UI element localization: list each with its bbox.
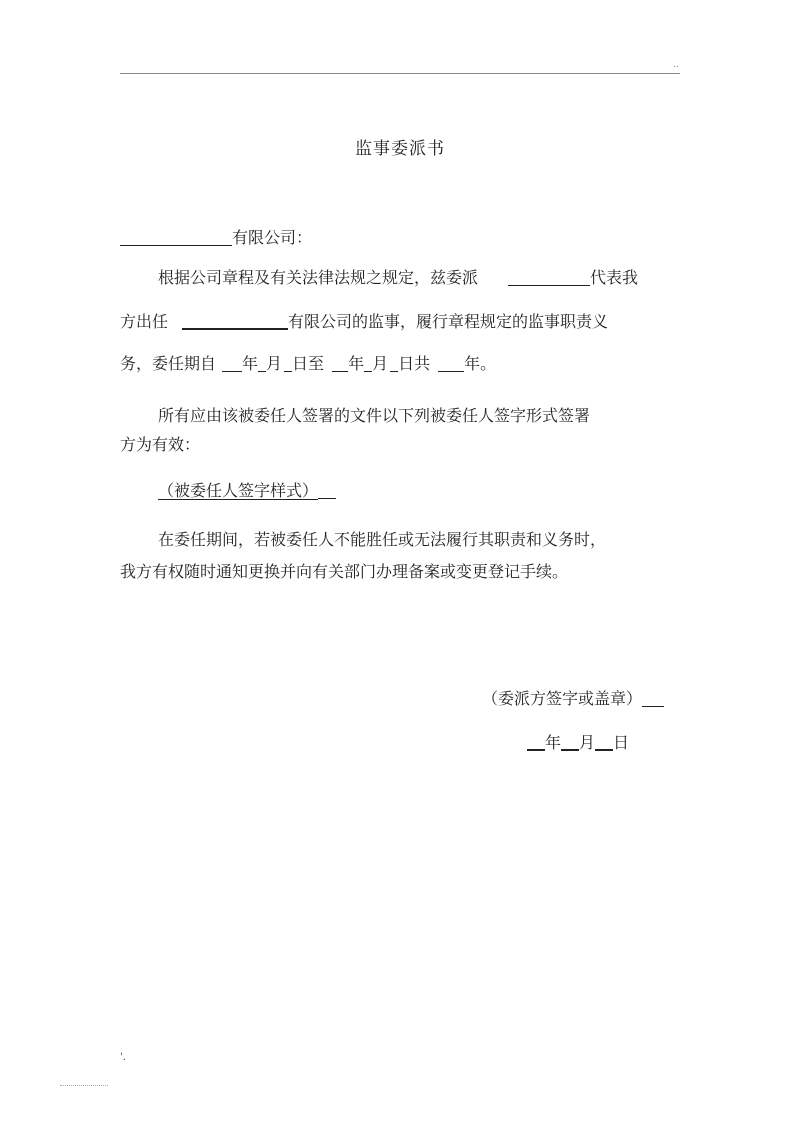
total-years-blank [438,355,464,372]
header-rule [120,73,680,74]
start-month-blank [258,355,266,372]
para1-line1 [158,265,638,288]
para1-line3 [120,351,496,374]
signature-style-label: （被委任人签字样式） [158,481,319,500]
start-day-label: 日至 [292,354,325,373]
document-title: 监事委派书 [355,139,445,159]
para1-line2 [120,309,608,332]
end-month-blank [364,355,372,372]
para1-line3-start: 务，委任期自 [120,354,217,373]
start-month-label: 月 [266,354,283,373]
signoff-day-label: 日 [613,733,630,752]
total-years-label: 年。 [464,354,497,373]
signature-style-line [158,478,336,501]
end-year-blank [332,355,348,372]
salutation-line [120,225,312,248]
end-month-label: 月 [372,354,389,373]
para1-line2-end: 有限公司的监事，履行章程规定的监事职责义 [288,312,609,331]
signoff-month-blank [561,733,579,751]
signature-style-tail [318,482,336,499]
end-day-label: 日共 [398,354,431,373]
start-year-label: 年 [242,354,259,373]
appointee-blank [508,269,590,286]
start-day-blank [284,355,292,372]
signoff-day-blank [595,733,613,751]
signoff-tail [642,690,664,707]
signoff-label: （委派方签字或盖章） [482,689,643,708]
para1-line2-start: 方出任 [120,312,169,331]
signoff-year-label: 年 [545,733,562,752]
start-year-blank [222,355,242,372]
signoff-year-blank [527,733,545,751]
signoff-label-line [482,686,664,709]
footer-mark: '. [120,1052,126,1063]
para2-line1: 所有应由该被委任人签署的文件以下列被委任人签字形式签署 [158,406,591,425]
header-mark: .. [673,60,679,70]
footer-dash [60,1085,108,1086]
para1-line1-start: 根据公司章程及有关法律法规之规定，兹委派 [158,268,479,287]
salutation-suffix: 有限公司： [232,228,313,247]
signoff-month-label: 月 [579,733,596,752]
end-year-label: 年 [348,354,365,373]
para3-line2: 我方有权随时通知更换并向有关部门办理备案或变更登记手续。 [120,562,569,581]
target-company-blank [182,312,288,330]
para3-line1: 在委任期间，若被委任人不能胜任或无法履行其职责和义务时， [158,530,607,549]
company-name-blank [120,229,232,246]
signoff-date-line [527,730,629,753]
para2-line2: 方为有效： [120,435,201,454]
end-day-blank [390,355,398,372]
para1-line1-end: 代表我 [590,268,639,287]
